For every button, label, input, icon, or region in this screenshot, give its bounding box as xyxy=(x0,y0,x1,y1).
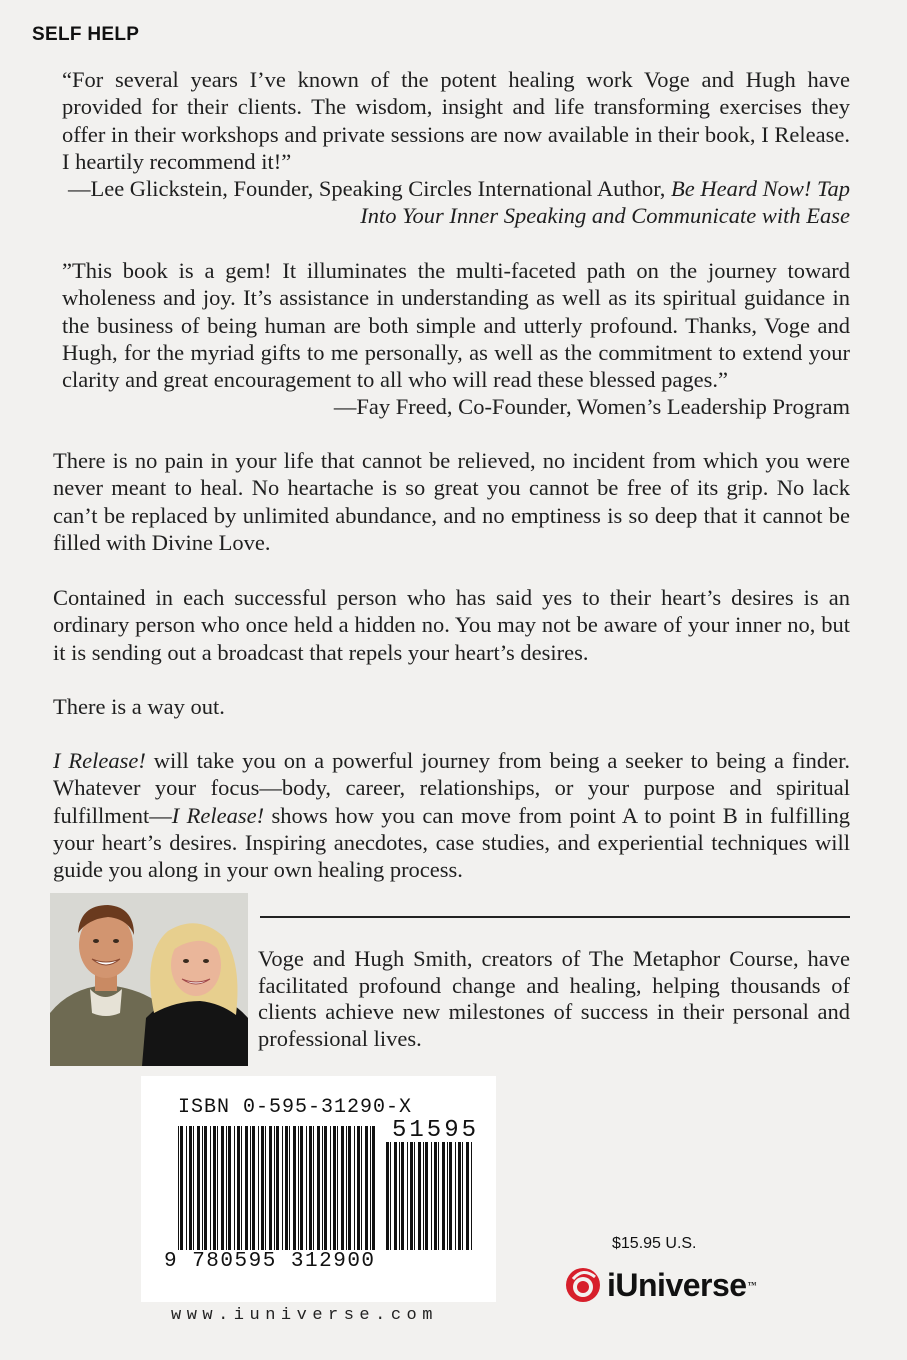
barcode-bar xyxy=(193,1126,194,1250)
body-paragraph-4-text-b: shows how you can move from point A to point B in fulfilling your heart’s desires. Inspiring anecdotes, case studies, and experiential techniques will guide you along in your own healing process. xyxy=(53,802,850,883)
barcode-bar xyxy=(317,1126,320,1250)
price-label: $15.95 U.S. xyxy=(612,1235,697,1252)
barcode-bar xyxy=(337,1126,338,1250)
barcode-bar xyxy=(442,1142,445,1250)
testimonial-2-quote: ”This book is a gem! It illuminates the multi-faceted path on the journey toward wholeness and joy. It’s assistance in understanding as well as its spiritual guidance in the business of being human are both simple and utterly profound. Thanks, Voge and Hugh, for the myriad gifts to me personally, as well as the commitment to extend your clarity and great encouragement to all who will read these blessed pages.” xyxy=(62,258,850,393)
testimonial-1-attribution xyxy=(62,175,850,230)
barcode-bar xyxy=(300,1126,303,1250)
publisher-logo xyxy=(563,1264,757,1306)
barcode-bar xyxy=(386,1142,389,1250)
barcode-bar xyxy=(346,1126,347,1250)
barcode-bar xyxy=(306,1126,307,1250)
barcode-bar xyxy=(330,1126,331,1250)
barcode-bar xyxy=(333,1126,336,1250)
barcode-bar xyxy=(313,1126,314,1250)
body-paragraph-3: There is a way out. xyxy=(53,694,225,719)
barcode-bar xyxy=(261,1126,264,1250)
barcode-bar xyxy=(298,1126,299,1250)
barcode-bar xyxy=(217,1126,218,1250)
barcode-bar xyxy=(252,1126,255,1250)
publisher-url: www.iuniverse.com xyxy=(171,1306,438,1325)
barcode-bar xyxy=(357,1126,360,1250)
barcode-bar xyxy=(410,1142,413,1250)
barcode-bar xyxy=(322,1126,323,1250)
barcode-bar xyxy=(221,1126,224,1250)
barcode-bar xyxy=(245,1126,248,1250)
barcode-bar xyxy=(348,1126,351,1250)
barcode-bar xyxy=(434,1142,437,1250)
barcode-bar xyxy=(186,1126,187,1250)
author-bio: Voge and Hugh Smith, creators of The Metaphor Course, have facilitated profound change and healing, helping thousands of clients achieve new milestones of success in their personal and professional lives. xyxy=(258,946,850,1051)
barcode-bar xyxy=(414,1142,415,1250)
barcode-bar xyxy=(228,1126,231,1250)
barcode-bar xyxy=(370,1126,371,1250)
testimonial-1 xyxy=(62,66,850,230)
barcode-bar xyxy=(265,1126,266,1250)
barcode-bar xyxy=(237,1126,240,1250)
body-paragraph-1: There is no pain in your life that cannot be relieved, no incident from which you were never meant to heal. No heartache is so great you cannot be free of its grip. No lack can’t be replaced by unlimited abundance, and no emptiness is so deep that it cannot be filled with Divine Love. xyxy=(53,448,850,555)
barcode-bar xyxy=(180,1126,183,1250)
barcode-bar xyxy=(285,1126,288,1250)
barcode-bar xyxy=(407,1142,408,1250)
category-label: SELF HELP xyxy=(32,24,140,45)
body-paragraph-2: Contained in each successful person who has said yes to their heart’s desires is an ordinary person who once held a hidden no. You may not be aware of your inner no, but it is sending out a broadcast that repels your heart’s desires. xyxy=(53,585,850,665)
barcode-bar xyxy=(471,1142,472,1250)
barcode-bar xyxy=(365,1126,368,1250)
barcode-bar xyxy=(431,1142,432,1250)
barcode-bar xyxy=(438,1142,439,1250)
barcode-bar xyxy=(447,1142,448,1250)
barcode-bar xyxy=(289,1126,290,1250)
barcode-digits: 9 780595 312900 xyxy=(164,1250,376,1273)
iuniverse-swirl-icon xyxy=(563,1265,603,1305)
body-paragraph-4 xyxy=(53,747,850,883)
barcode-bar xyxy=(354,1126,355,1250)
barcode-bar xyxy=(250,1126,251,1250)
barcode-bar xyxy=(197,1126,200,1250)
barcode-bar xyxy=(418,1142,421,1250)
barcode-bar xyxy=(274,1126,275,1250)
barcode-bar xyxy=(361,1126,362,1250)
barcode-bar xyxy=(341,1126,344,1250)
barcode-bar xyxy=(282,1126,283,1250)
barcode-bar xyxy=(466,1142,469,1250)
barcode-bar xyxy=(241,1126,242,1250)
price-code: 51595 xyxy=(392,1117,480,1144)
barcode-bar xyxy=(401,1142,404,1250)
barcode-bar xyxy=(213,1126,216,1250)
divider xyxy=(260,916,850,918)
isbn-label: ISBN 0-595-31290-X xyxy=(178,1096,413,1119)
book-title: I Release! xyxy=(171,802,265,828)
barcode-bar xyxy=(189,1126,192,1250)
barcode-bar xyxy=(276,1126,279,1250)
barcode-bar xyxy=(234,1126,235,1250)
barcode-bar xyxy=(390,1142,391,1250)
barcode-bar xyxy=(210,1126,211,1250)
barcode-bar xyxy=(324,1126,327,1250)
barcode-bar xyxy=(449,1142,452,1250)
barcode-bar xyxy=(309,1126,312,1250)
barcode-bar xyxy=(226,1126,227,1250)
author-photo xyxy=(50,893,248,1066)
barcode-bar xyxy=(204,1126,207,1250)
barcode-bar xyxy=(178,1126,179,1250)
testimonial-1-quote: “For several years I’ve known of the potent healing work Voge and Hugh have provided for their clients. The wisdom, insight and life transforming exercises they offer in their workshops and private sessions are now available in their book, I Release. I heartily recommend it!” xyxy=(62,67,850,174)
publisher-name: iUniverse xyxy=(607,1266,747,1303)
author-photo-illustration xyxy=(50,893,248,1066)
barcode-bar xyxy=(455,1142,456,1250)
barcode-bar xyxy=(425,1142,428,1250)
testimonial-2-attribution: —Fay Freed, Co-Founder, Women’s Leadership Program xyxy=(333,394,850,420)
body-paragraph-4-text-a: will take you on a powerful journey from being a seeker to being a finder. Whatever your focus—body, career, relationships, or your purpose and spiritual fulfillment— xyxy=(53,748,851,828)
barcode-bar xyxy=(372,1126,375,1250)
testimonial-2 xyxy=(62,257,850,421)
trademark-symbol: ™ xyxy=(747,1280,757,1290)
barcode-bar xyxy=(458,1142,461,1250)
testimonial-1-book-title: Be Heard Now! Tap Into Your Inner Speaking and Communicate with Ease xyxy=(360,176,850,229)
barcode-bar xyxy=(269,1126,272,1250)
book-title: I Release! xyxy=(53,748,146,773)
barcode-bar xyxy=(258,1126,259,1250)
barcode-bar xyxy=(202,1126,203,1250)
barcode-bar xyxy=(462,1142,463,1250)
barcode-bar xyxy=(399,1142,400,1250)
barcode-bar xyxy=(293,1126,296,1250)
testimonial-1-author: —Lee Glickstein, Founder, Speaking Circles International Author, xyxy=(67,176,672,202)
barcode-bar xyxy=(394,1142,397,1250)
barcode-bar xyxy=(423,1142,424,1250)
